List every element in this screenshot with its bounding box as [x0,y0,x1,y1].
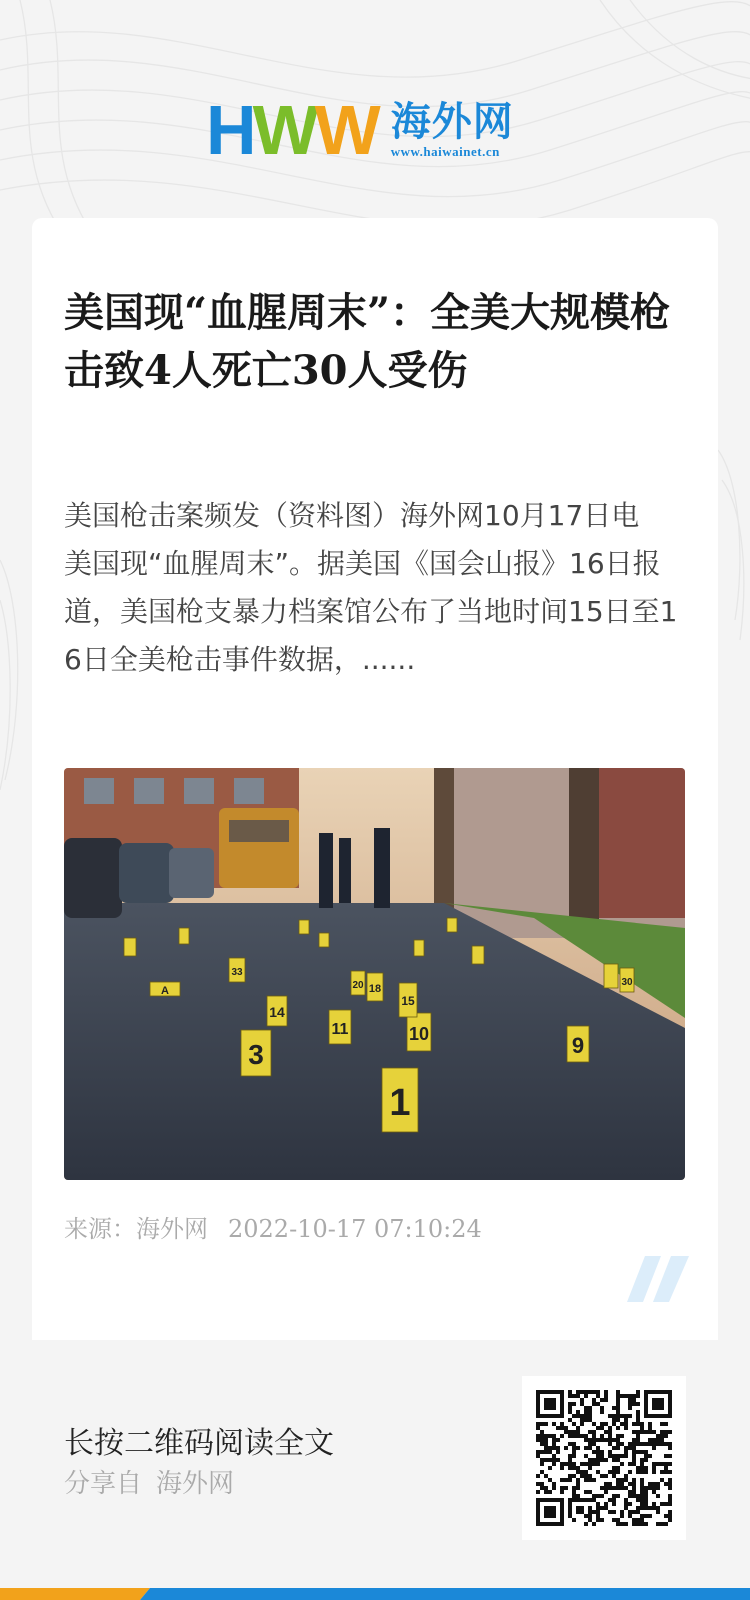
logo-letter-h: H [206,91,253,169]
svg-text:15: 15 [401,994,415,1008]
logo-chinese-name: 海外网 [390,99,514,145]
logo-letters [206,91,377,169]
qr-code-icon [536,1390,672,1526]
logo-url: www.haiwainet.cn [390,144,500,159]
svg-text:30: 30 [621,977,633,988]
article-title: 美国现“血腥周末”：全美大规模枪击致4人死亡30人受伤 [64,289,671,394]
publish-datetime: 2022-10-17 07:10:24 [228,1215,482,1243]
share-source [64,1466,234,1502]
logo-letter-w2: W [314,91,377,169]
logo-letter-w1: W [252,91,315,169]
svg-text:1: 1 [389,1082,411,1124]
share-site-name: 海外网 [156,1469,235,1499]
share-prefix: 分享自 [64,1469,143,1499]
svg-text:3: 3 [248,1039,264,1070]
svg-text:A: A [161,985,169,997]
svg-text:33: 33 [231,967,243,978]
svg-text:10: 10 [408,1024,430,1044]
double-slash-quote-icon [627,1256,689,1302]
share-footer [0,1340,750,1585]
article-card[interactable] [32,218,718,1340]
bottom-accent-bar [0,1588,750,1600]
qr-code[interactable] [522,1376,686,1540]
svg-text:14: 14 [269,1004,285,1020]
read-full-prompt: 长按二维码阅读全文 [64,1426,334,1461]
svg-text:18: 18 [368,983,382,995]
svg-text:20: 20 [352,980,364,991]
site-logo[interactable] [206,91,514,169]
svg-text:11: 11 [331,1021,349,1038]
article-meta [64,1214,482,1244]
article-photo[interactable] [64,768,685,1180]
source-label: 来源：海外网 [64,1215,208,1243]
article-summary: 美国枪击案频发（资料图）海外网10月17日电 美国现“血腥周末”。据美国《国会山报》16日报道，美国枪支暴力档案馆公布了当地时间15日至16日全美枪击事件数据，...... [64,499,678,676]
svg-text:9: 9 [571,1033,585,1058]
